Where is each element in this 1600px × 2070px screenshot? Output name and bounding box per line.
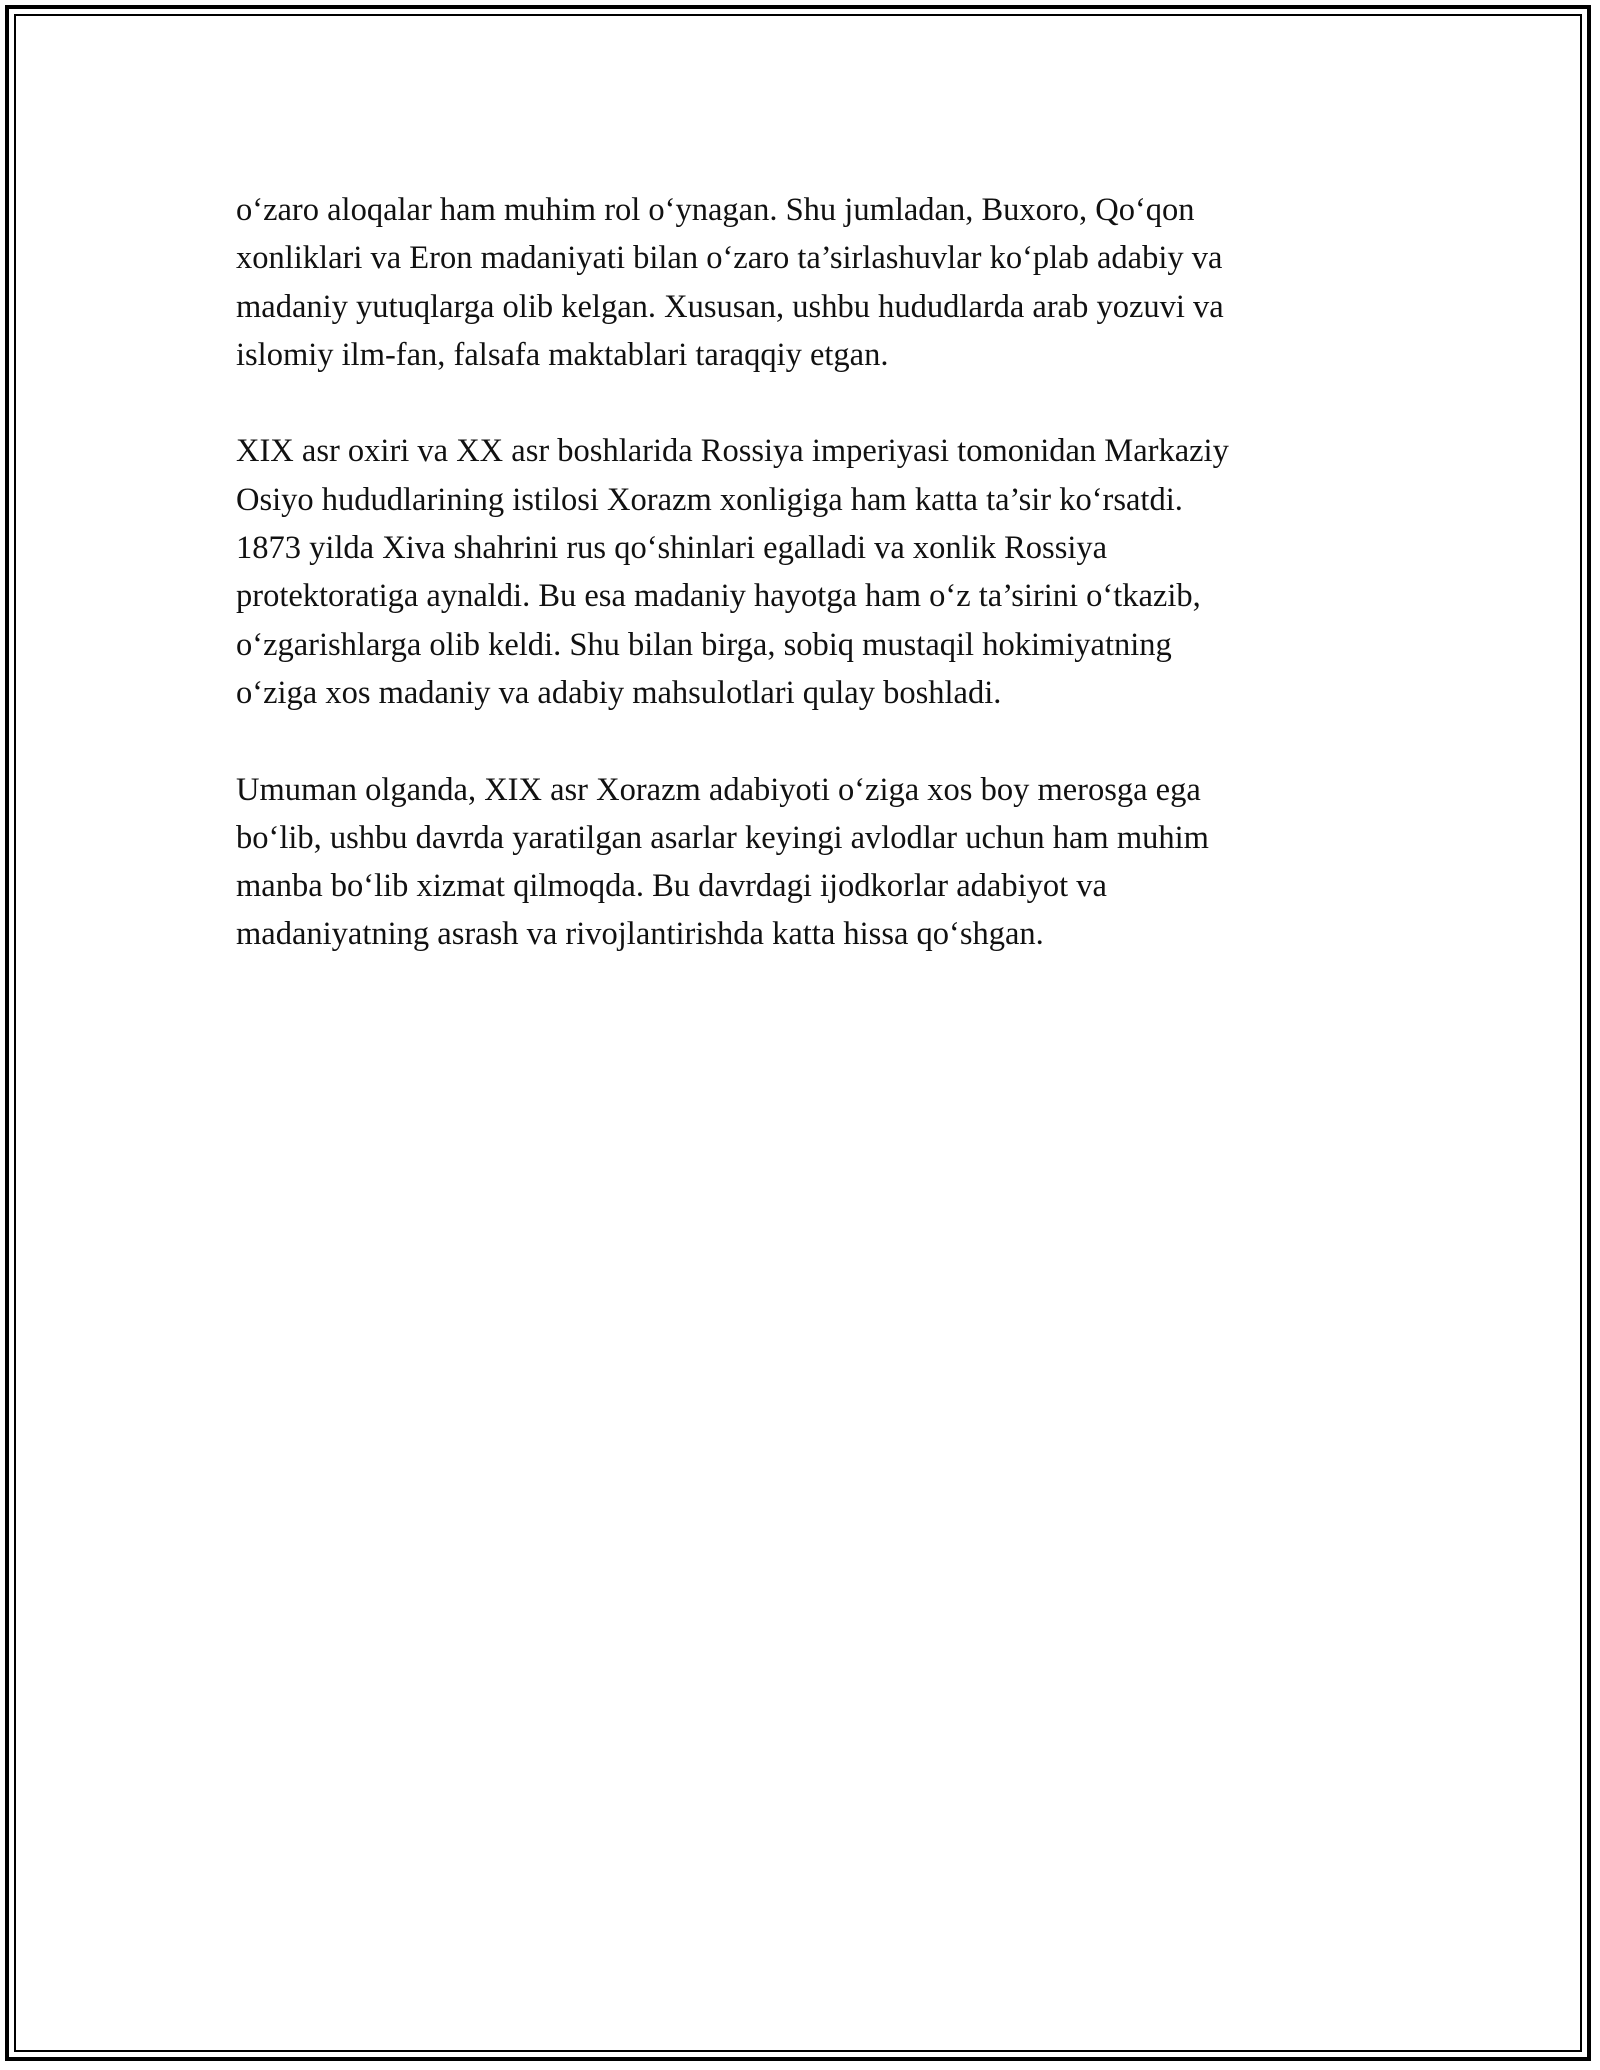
- paragraph-line: bo‘lib, ushbu davrda yaratilgan asarlar keyingi avlodlar uchun ham muhim: [236, 819, 1209, 856]
- paragraph-line: xonliklari va Eron madaniyati bilan o‘zaro ta’sirlashuvlar ko‘plab adabiy va: [236, 240, 1223, 277]
- paragraph-line: 1873 yilda Xiva shahrini rus qo‘shinlari egalladi va xonlik Rossiya: [236, 530, 1108, 567]
- paragraph-line: protektoratiga aynaldi. Bu esa madaniy hayotga ham o‘z ta’sirini o‘tkazib,: [236, 578, 1201, 615]
- paragraph-line: o‘zgarishlarga olib keldi. Shu bilan birga, sobiq mustaqil hokimiyatning: [236, 626, 1172, 663]
- paragraph-line: Osiyo hududlarining istilosi Xorazm xonligiga ham katta ta’sir ko‘rsatdi.: [236, 481, 1183, 518]
- document-body: [236, 186, 1386, 1007]
- paragraph-line: o‘zaro aloqalar ham muhim rol o‘ynagan. Shu jumladan, Buxoro, Qo‘qon: [236, 192, 1195, 228]
- paragraph-line: o‘ziga xos madaniy va adabiy mahsulotlari qulay boshladi.: [236, 674, 1002, 711]
- paragraph-line: Umuman olganda, XIX asr Xorazm adabiyoti o‘ziga xos boy merosga ega: [236, 771, 1201, 808]
- paragraph-line: manba bo‘lib xizmat qilmoqda. Bu davrdagi ijodkorlar adabiyot va: [236, 868, 1107, 905]
- paragraph-2: [236, 427, 1386, 717]
- paragraph-1: [236, 186, 1386, 379]
- paragraph-line: islomiy ilm-fan, falsafa maktablari taraqqiy etgan.: [236, 336, 889, 373]
- paragraph-3: [236, 766, 1386, 959]
- paragraph-line: madaniy yutuqlarga olib kelgan. Xususan, ushbu hududlarda arab yozuvi va: [236, 288, 1224, 325]
- paragraph-line: XIX asr oxiri va XX asr boshlarida Rossiya imperiyasi tomonidan Markaziy: [236, 433, 1229, 470]
- paragraph-line: madaniyatning asrash va rivojlantirishda katta hissa qo‘shgan.: [236, 916, 1044, 953]
